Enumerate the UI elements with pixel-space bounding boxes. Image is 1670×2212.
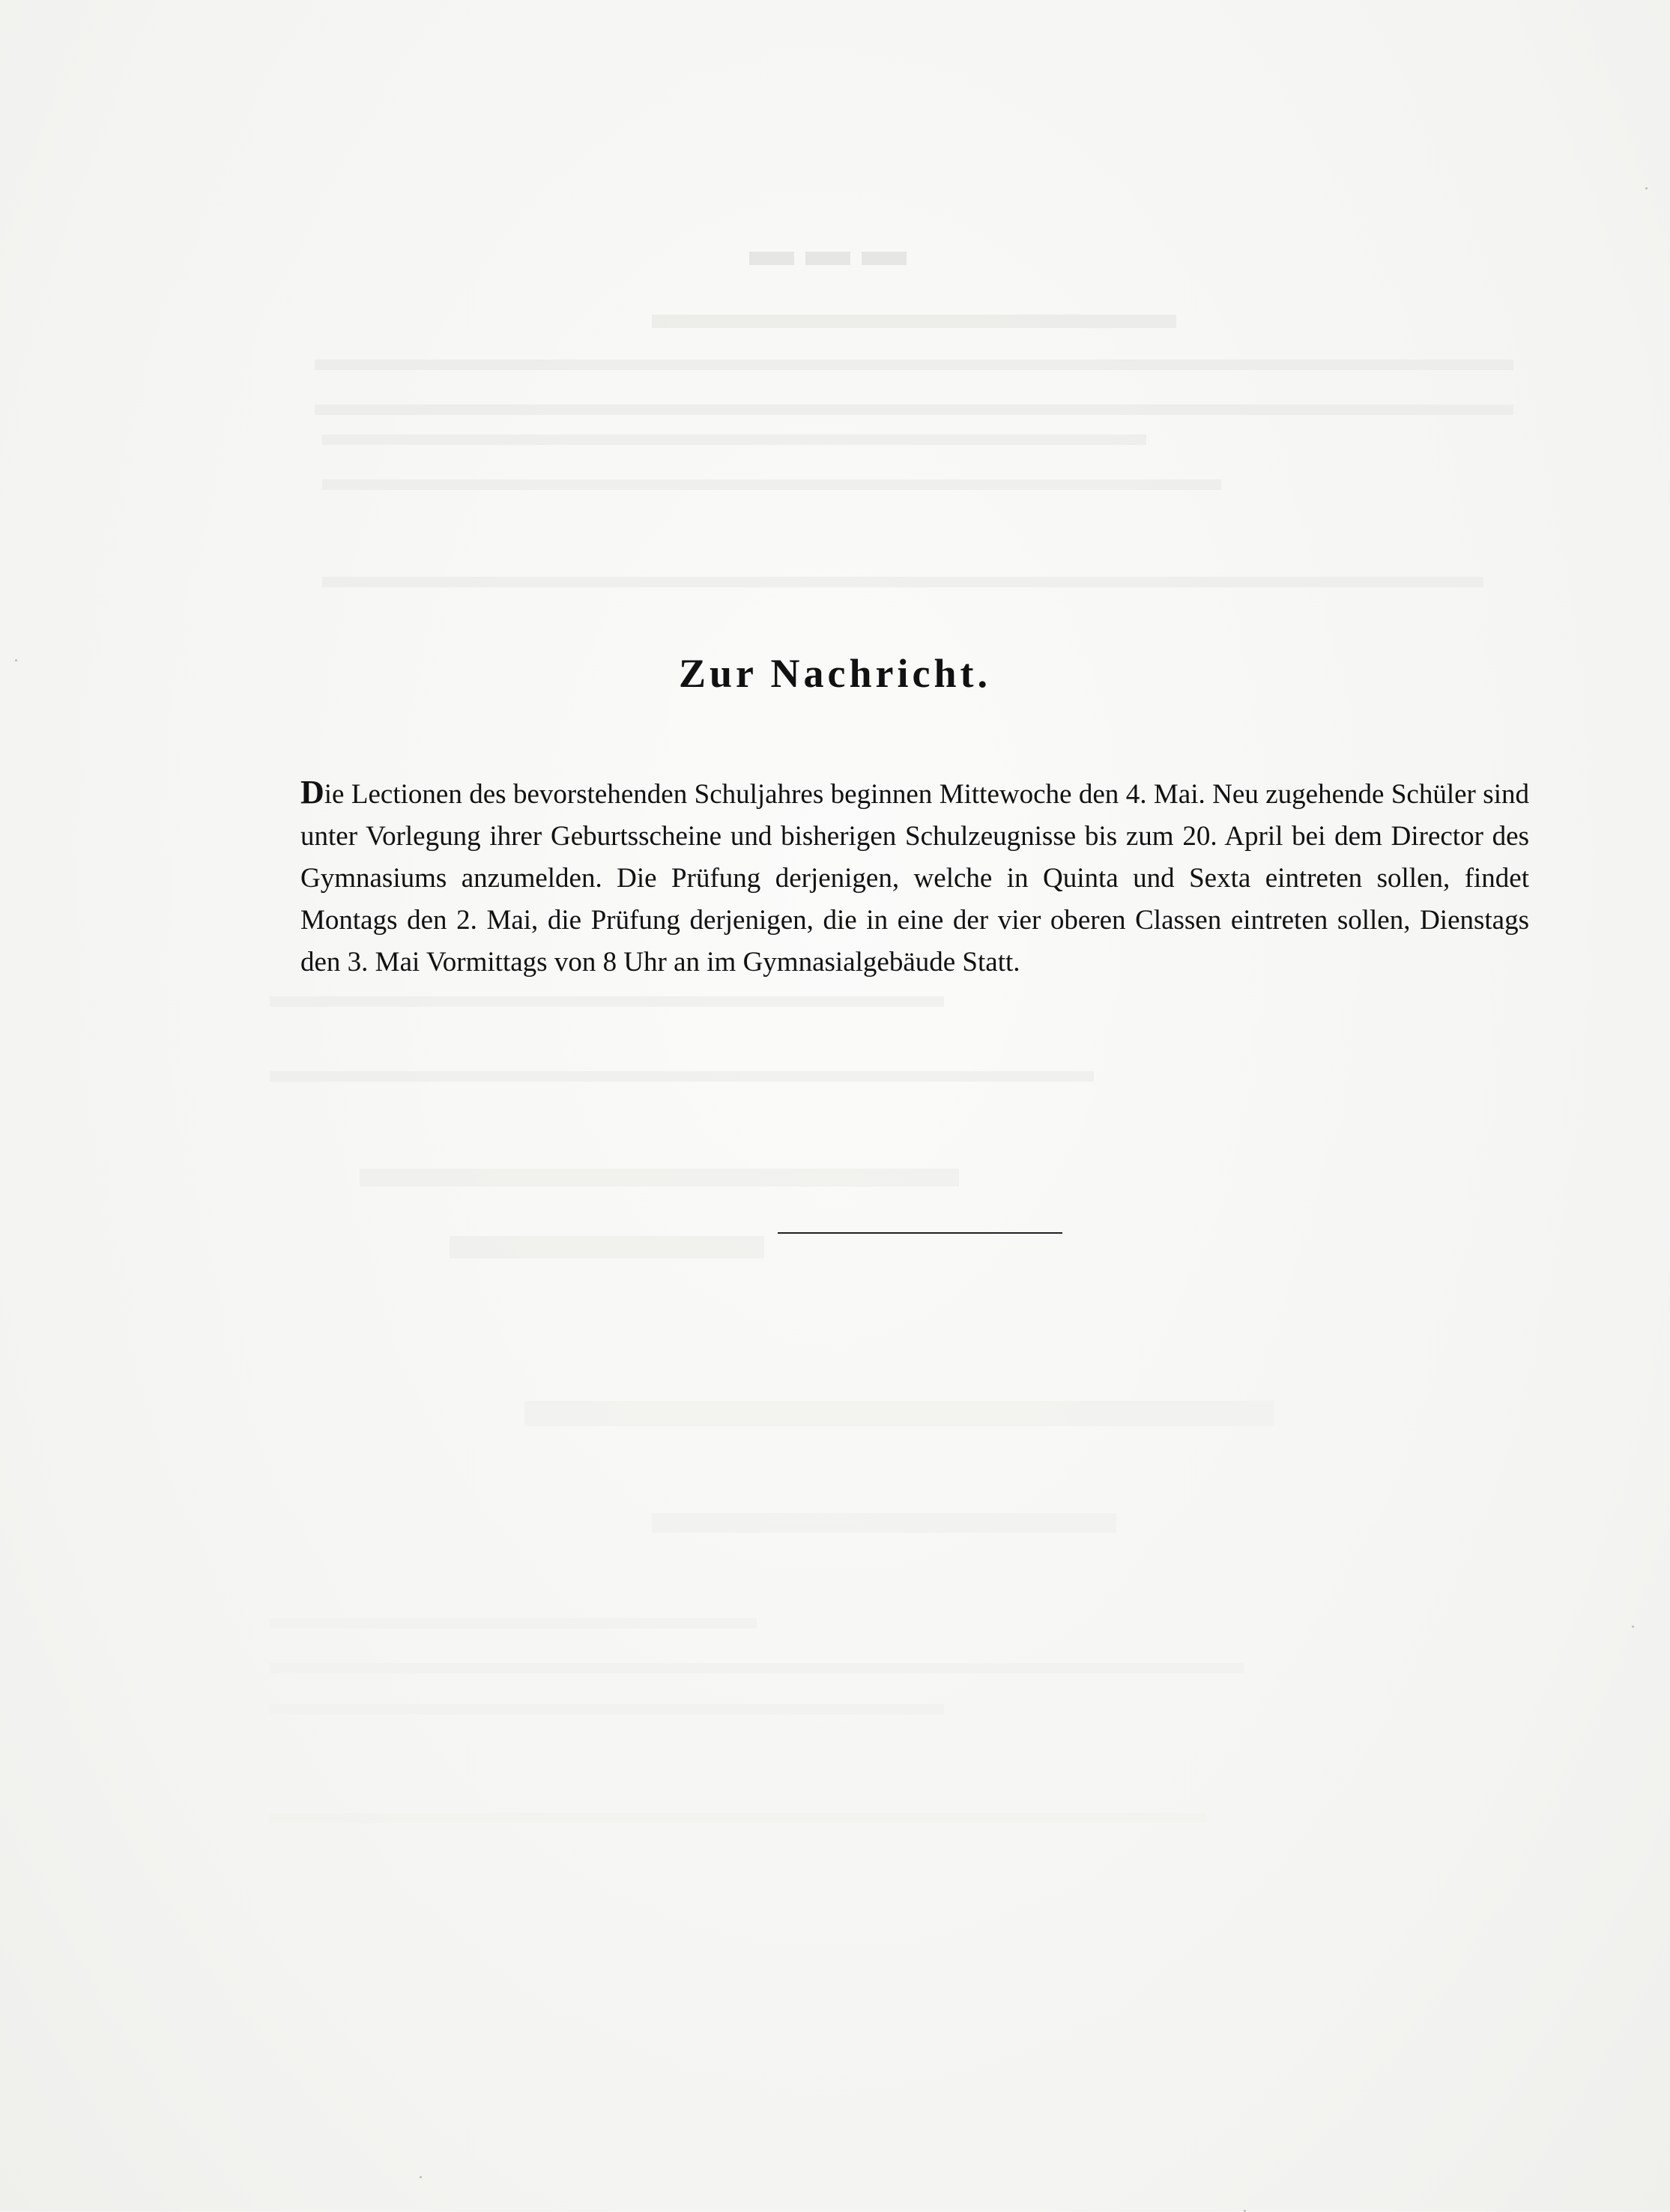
closing-rule <box>778 1232 1062 1234</box>
drop-initial: D <box>300 774 324 810</box>
notice-paragraph-text: ie Lectionen des bevorstehenden Schuljahres beginnen Mittewoche den 4. Mai. Neu zugehende Schüler sind unter Vorlegung ihrer Geburtsscheine und bisherigen Schulzeugnisse bis zum 20. April bei dem Director des Gymnasiums anzumelden. Die Prüfung derjenigen, welche in Quinta und Sexta eintreten sollen, findet Montags den 2. Mai, die Prüfung derjenigen, die in eine der vier oberen Classen eintreten sollen, Dienstags den 3. Mai Vormittags von 8 Uhr an im Gymnasialgebäude Statt. <box>300 779 1529 978</box>
show-through-decoration <box>270 1704 944 1715</box>
show-through-decoration <box>270 1813 1206 1823</box>
show-through-decoration <box>524 1401 1274 1426</box>
show-through-decoration <box>315 360 1513 370</box>
notice-paragraph <box>300 772 1529 984</box>
paper-speck <box>1632 1625 1634 1628</box>
show-through-decoration: ▬ ▬ ▬ <box>749 225 907 275</box>
show-through-decoration <box>322 434 1146 445</box>
notice-heading: Zur Nachricht. <box>679 651 991 696</box>
show-through-decoration <box>450 1236 764 1258</box>
show-through-decoration <box>270 996 944 1007</box>
paper-speck <box>1645 187 1648 190</box>
show-through-decoration <box>322 577 1483 587</box>
show-through-decoration <box>652 315 1176 328</box>
paper-speck <box>420 2176 422 2178</box>
show-through-decoration <box>322 479 1221 490</box>
show-through-decoration <box>315 404 1513 415</box>
show-through-decoration <box>270 1618 757 1628</box>
show-through-decoration <box>270 1663 1244 1673</box>
show-through-decoration <box>360 1169 959 1187</box>
show-through-decoration <box>652 1513 1116 1533</box>
show-through-decoration <box>270 1071 1094 1082</box>
